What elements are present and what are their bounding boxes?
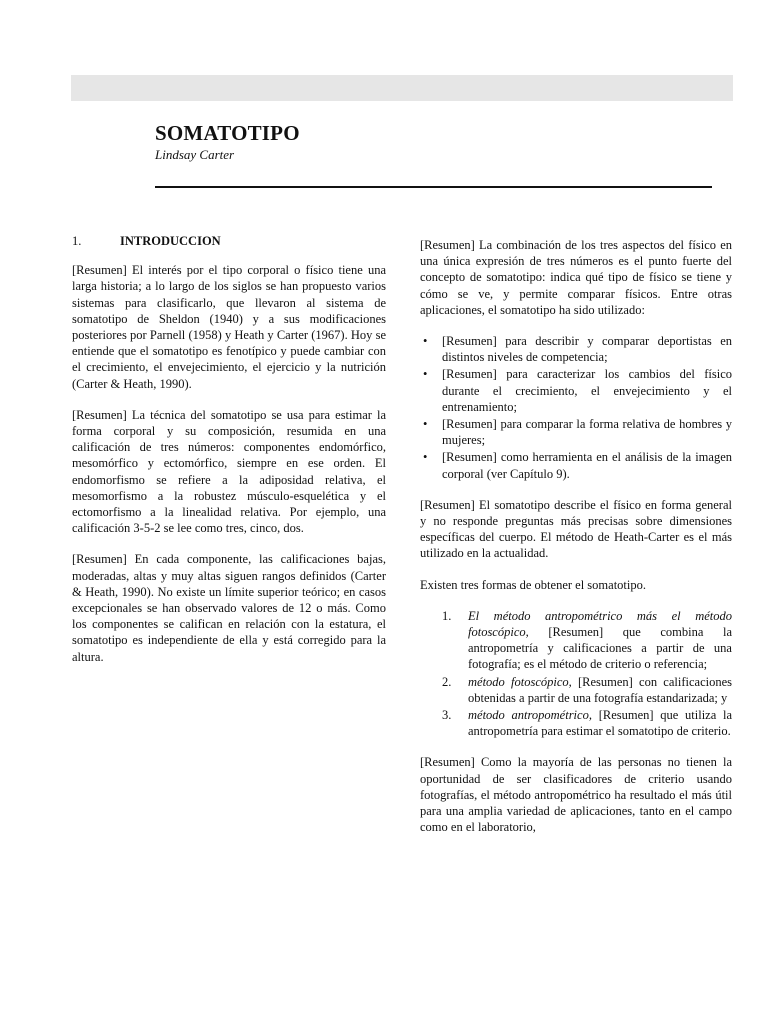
right-column — [420, 237, 732, 851]
title-divider — [155, 186, 712, 188]
method-name: El método antropométrico más el método fotoscópico, — [468, 608, 732, 640]
header-bar — [71, 75, 733, 101]
paragraph: Existen tres formas de obtener el somatotipo. — [420, 577, 646, 592]
list-item — [420, 608, 732, 673]
list-number: 2. — [442, 674, 452, 689]
methods-list — [420, 608, 732, 740]
paragraph: [Resumen] El somatotipo describe el físico en forma general y no responde preguntas más precisas sobre dimensiones específicas del cuerpo. El método de Heath-Carter es el más utilizado en la actualidad. — [420, 497, 732, 561]
method-name: método fotoscópico, — [468, 674, 572, 689]
section-number: 1. — [72, 234, 82, 248]
list-item: • [Resumen] como herramienta en el análisis de la imagen corporal (ver Capítulo 9). — [420, 449, 732, 481]
list-item: • [Resumen] para comparar la forma relativa de hombres y mujeres; — [420, 416, 732, 448]
author-name: Lindsay Carter — [155, 147, 235, 162]
paragraph: [Resumen] El interés por el tipo corporal o físico tiene una larga historia; a lo largo de los siglos se han propuesto varios sistemas para clasificarlo, que llevaron al sistema de somatotipo de Sheldon (1940) y a sus modificaciones posteriores por Parnell (1958) y Heath y Carter (1967). Hoy se entiende que el somatotipo es fenotípico y puede cambiar con el crecimiento, el envejecimiento, el ejercicio y la nutrición (Carter & Heath, 1990). — [72, 263, 386, 391]
list-number: 3. — [442, 708, 452, 723]
list-number: 1. — [442, 608, 452, 623]
paragraph: [Resumen] La combinación de los tres aspectos del físico en una única expresión de tres números es el punto fuerte del concepto de somatotipo: indica qué tipo de físico se tiene y cómo se ve, y permite comparar físicos. Entre otras aplicaciones, el somatotipo ha sido utilizado: — [420, 238, 732, 317]
document-title: SOMATOTIPO — [155, 121, 300, 145]
method-description: [Resumen] que combina la antropometría y calificaciones a partir de una fotografía; es el método de criterio o referencia; — [468, 625, 733, 672]
list-item: • [Resumen] para describir y comparar deportistas en distintos niveles de competencia; — [420, 333, 732, 365]
paragraph: [Resumen] Como la mayoría de las personas no tienen la oportunidad de ser clasificadores de criterio usando fotografías, el método antropométrico ha resultado el más útil para una amplia variedad de aplicaciones, tanto en el campo como en el laboratorio, — [420, 755, 732, 835]
list-item: • [Resumen] para caracterizar los cambios del físico durante el crecimiento, el envejecimiento y el entrenamiento; — [420, 366, 732, 415]
method-description: [Resumen] que utiliza la antropometría para estimar el somatotipo de criterio. — [468, 708, 733, 739]
list-item — [420, 707, 732, 739]
section-heading — [72, 233, 386, 249]
applications-list — [420, 333, 732, 482]
section-title: INTRODUCCION — [120, 234, 221, 248]
list-item — [420, 674, 732, 706]
left-column — [72, 233, 386, 680]
paragraph: [Resumen] En cada componente, las calificaciones bajas, moderadas, altas y muy altas siguen rangos definidos (Carter & Heath, 1990). No existe un límite superior teórico; en casos excepcionales se han observado valores de 12 o más. Como los componentes se califican en relación con la estatura, el somatotipo es independiente de ella y está corregido para la altura. — [72, 552, 386, 664]
method-description: [Resumen] con calificaciones obtenidas a partir de una fotografía estandarizada; y — [468, 674, 732, 705]
paragraph: [Resumen] La técnica del somatotipo se usa para estimar la forma corporal y su composición, resumida en una calificación de tres números: componentes endomórfico, mesomórfico y ectomórfico, siempre en ese orden. El endomorfismo se refiere a la adiposidad relativa, el mesomorfismo a la robustez músculo-esquelética y el ectomorfismo a la linealidad relativa. Por ejemplo, una calificación 3-5-2 se lee como tres, cinco, dos. — [72, 407, 386, 536]
method-name: método antropométrico, — [468, 708, 592, 723]
